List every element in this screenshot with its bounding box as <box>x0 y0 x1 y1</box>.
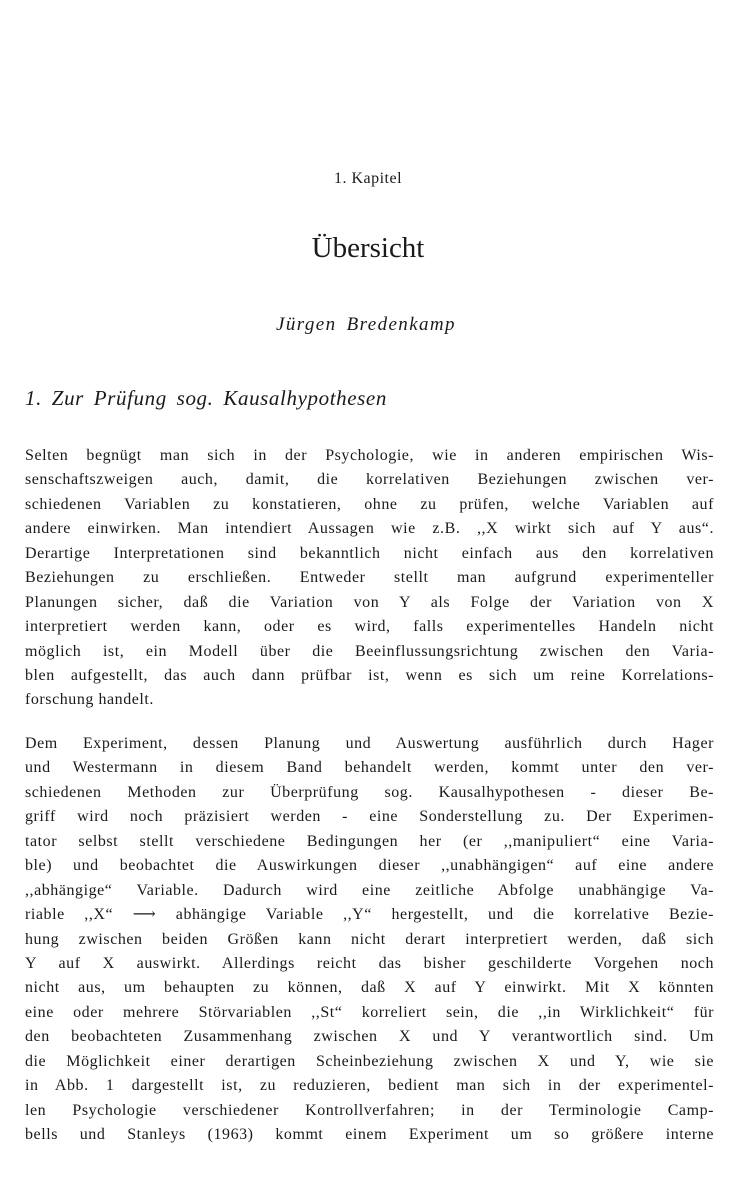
text-line: tator selbst stellt verschiedene Bedingungen her (er ,,manipuliert“ eine Varia- <box>25 832 714 850</box>
section-heading: 1. Zur Prüfung sog. Kausalhypothesen <box>25 386 387 410</box>
text-line: Derartige Interpretationen sind bekanntlich nicht einfach aus den korrelativen <box>25 544 714 562</box>
body-paragraph-2 <box>25 732 714 1147</box>
chapter-label: 1. Kapitel <box>333 170 403 187</box>
text-line: die Möglichkeit einer derartigen Scheinbeziehung zwischen X und Y, wie sie <box>25 1052 714 1070</box>
text-line: eine oder mehrere Störvariablen ,,St“ korreliert sein, die ,,in Wirklichkeit“ für <box>25 1003 714 1021</box>
chapter-title: Übersicht <box>311 232 425 264</box>
text-line: ,,abhängige“ Variable. Dadurch wird eine zeitliche Abfolge unabhängige Va- <box>25 881 714 899</box>
text-line: griff wird noch präzisiert werden - eine Sonderstellung zu. Der Experimen- <box>25 808 714 826</box>
text-line: senschaftszweigen auch, damit, die korrelativen Beziehungen zwischen ver- <box>25 471 714 489</box>
text-line: schiedenen Variablen zu konstatieren, ohne zu prüfen, welche Variablen auf <box>25 495 714 513</box>
text-line: riable ,,X“ ⟶ abhängige Variable ,,Y“ hergestellt, und die korrelative Bezie- <box>25 906 714 924</box>
text-line: forschung handelt. <box>25 691 154 709</box>
text-line: Selten begnügt man sich in der Psychologie, wie in anderen empirischen Wis- <box>25 447 714 464</box>
text-line: den beobachteten Zusammenhang zwischen X und Y verantwortlich sind. Um <box>25 1028 714 1046</box>
text-line: nicht aus, um behaupten zu können, daß X auf Y einwirkt. Mit X könnten <box>25 979 714 997</box>
text-line: andere einwirken. Man intendiert Aussagen wie z.B. ,,X wirkt sich auf Y aus“. <box>25 520 714 538</box>
text-line: und Westermann in diesem Band behandelt werden, kommt unter den ver- <box>25 759 714 777</box>
text-line: schiedenen Methoden zur Überprüfung sog. Kausalhypothesen - dieser Be- <box>25 783 714 801</box>
author-name: Jürgen Bredenkamp <box>276 314 456 335</box>
text-line: hung zwischen beiden Größen kann nicht derart interpretiert werden, daß sich <box>25 930 714 948</box>
text-line: Dem Experiment, dessen Planung und Auswertung ausführlich durch Hager <box>25 735 714 752</box>
text-line: len Psychologie verschiedener Kontrollverfahren; in der Terminologie Camp- <box>25 1101 714 1119</box>
text-line: interpretiert werden kann, oder es wird, falls experimentelles Handeln nicht <box>25 618 714 636</box>
text-line: Beziehungen zu erschließen. Entweder stellt man aufgrund experimenteller <box>25 569 714 587</box>
text-line: in Abb. 1 dargestellt ist, zu reduzieren, bedient man sich in der experimentel- <box>25 1077 714 1095</box>
text-line: bells und Stanleys (1963) kommt einem Experiment um so größere interne <box>25 1126 714 1143</box>
text-line: ble) und beobachtet die Auswirkungen dieser ,,unabhängigen“ auf eine andere <box>25 857 714 875</box>
text-line: Y auf X auswirkt. Allerdings reicht das bisher geschilderte Vorgehen noch <box>25 954 714 972</box>
text-line: Planungen sicher, daß die Variation von Y als Folge der Variation von X <box>25 593 714 611</box>
text-line: möglich ist, ein Modell über die Beeinflussungsrichtung zwischen den Varia- <box>25 642 714 660</box>
body-paragraph-1 <box>25 444 714 713</box>
text-line: blen aufgestellt, das auch dann prüfbar ist, wenn es sich um reine Korrelations- <box>25 666 714 684</box>
